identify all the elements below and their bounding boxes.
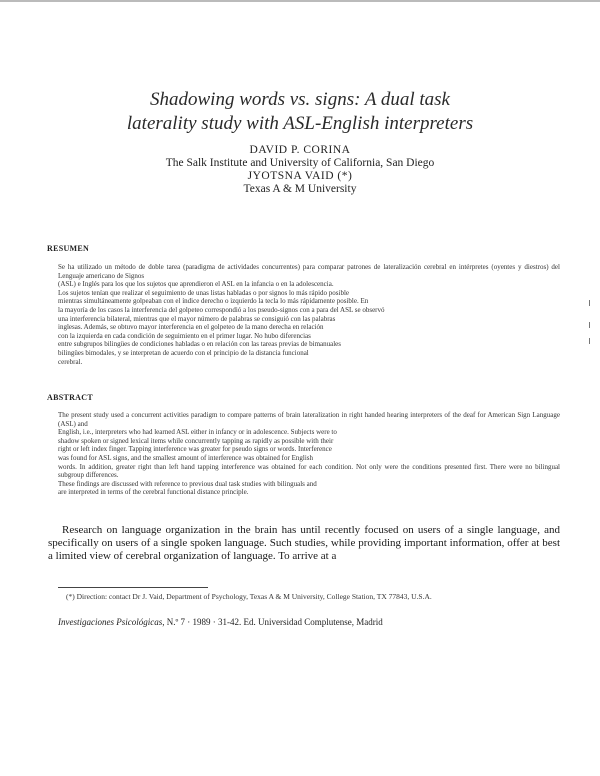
- footnote-rule: [58, 587, 208, 588]
- journal-citation: [58, 617, 568, 628]
- journal-name: Investigaciones Psicológicas: [58, 617, 163, 627]
- resumen-line: entre subgrupos bilingües de condiciones habladas o en relación con las tareas previas de bimanuales: [58, 340, 342, 349]
- resumen-line: Se ha utilizado un método de doble tarea (paradigma de actividades concurrentes) para comparar patrones de lateralización cerebral en intérpretes (oyentes y diestros) del Lenguaje americano de Signos: [58, 263, 560, 280]
- abstract-line: right or left index finger. Tapping interference was greater for pseudo signs or words. Interference: [58, 445, 332, 454]
- resumen-line: una interferencia bilateral, mientras que el mayor número de palabras se consiguió con las palabras: [58, 314, 336, 323]
- affiliation-2: Texas A & M University: [243, 183, 357, 195]
- abstract-line: The present study used a concurrent activities paradigm to compare patterns of brain lateralization in right handed hearing interpreters of the deaf for American Sign Language (ASL) and: [58, 411, 560, 428]
- footnote-text: (*) Direction: contact Dr J. Vaid, Department of Psychology, Texas A & M University, College Station, TX 77843, U.S.A.: [66, 592, 432, 601]
- abstract-line: words. In addition, greater right than left hand tapping interference was obtained for each condition. Not only were the conditions presented first. There were no bilingual subgroup differences.: [58, 462, 560, 480]
- resumen-line: cerebral.: [58, 357, 83, 366]
- margin-mark: [589, 300, 594, 306]
- abstract-line: was found for ASL signs, and the smallest amount of interference was obtained for English: [58, 453, 313, 462]
- paper-title-line1: Shadowing words vs. signs: A dual task: [150, 89, 450, 110]
- resumen-line: con la izquierda en cada condición de seguimiento en el primer lugar. No hubo diferencias: [58, 331, 311, 340]
- footnote: [58, 592, 560, 601]
- abstract-line: These findings are discussed with reference to previous dual task studies with bilinguals and: [58, 479, 317, 488]
- margin-mark: [589, 322, 594, 328]
- affiliation-1: The Salk Institute and University of California, San Diego: [165, 157, 435, 169]
- resumen-line: Los sujetos tenían que realizar el seguimiento de unas listas habladas o por signos lo más rápido posible: [58, 288, 350, 297]
- resumen-block: [58, 263, 560, 366]
- scan-top-edge: [0, 0, 600, 2]
- abstract-line: are interpreted in terms of the cerebral functional distance principle.: [58, 488, 249, 497]
- abstract-line: shadow spoken or signed lexical items while concurrently tapping as rapidly as possible with their: [58, 436, 334, 445]
- margin-mark: [589, 338, 594, 344]
- resumen-line: mientras simultáneamente golpeaban con el índice derecho o izquierdo la tecla lo más rápidamente posible. En: [58, 297, 369, 306]
- author-1: DAVID P. CORINA: [249, 144, 351, 156]
- abstract-heading: ABSTRACT: [47, 393, 93, 402]
- resumen-line: la mayoría de los casos la interferencia del golpeteo correspondió a los pseudo-signos con a para del ASL se observó: [58, 305, 385, 314]
- resumen-line: bilingües bimodales, y se interpretan de acuerdo con el principio de la distancia funcional: [58, 348, 309, 357]
- resumen-line: (ASL) e Inglés para los que los sujetos que aprendieron el ASL en la infancia o en la adolescencia.: [58, 280, 334, 289]
- body-paragraph-text: Research on language organization in the brain has until recently focused on users of a single language, and specifically on users of a single spoken language. Such studies, while providing important information, offer at best a limited view of cerebral organization of language. To arrive at a: [48, 524, 560, 563]
- abstract-line: English, i.e., interpreters who had learned ASL either in infancy or in adolescence. Subjects were to: [58, 428, 337, 437]
- resumen-line: inglesas. Además, se obtuvo mayor interferencia en el golpeteo de la mano derecha en relación: [58, 323, 324, 332]
- body-paragraph: [48, 524, 560, 564]
- journal-details: , N.º 7 · 1989 · 31-42. Ed. Universidad Complutense, Madrid: [162, 617, 383, 627]
- resumen-heading: RESUMEN: [47, 244, 90, 253]
- author-2: JYOTSNA VAID (*): [247, 170, 353, 182]
- paper-title-line2: laterality study with ASL-English interpreters: [126, 113, 474, 134]
- abstract-block: [58, 411, 560, 497]
